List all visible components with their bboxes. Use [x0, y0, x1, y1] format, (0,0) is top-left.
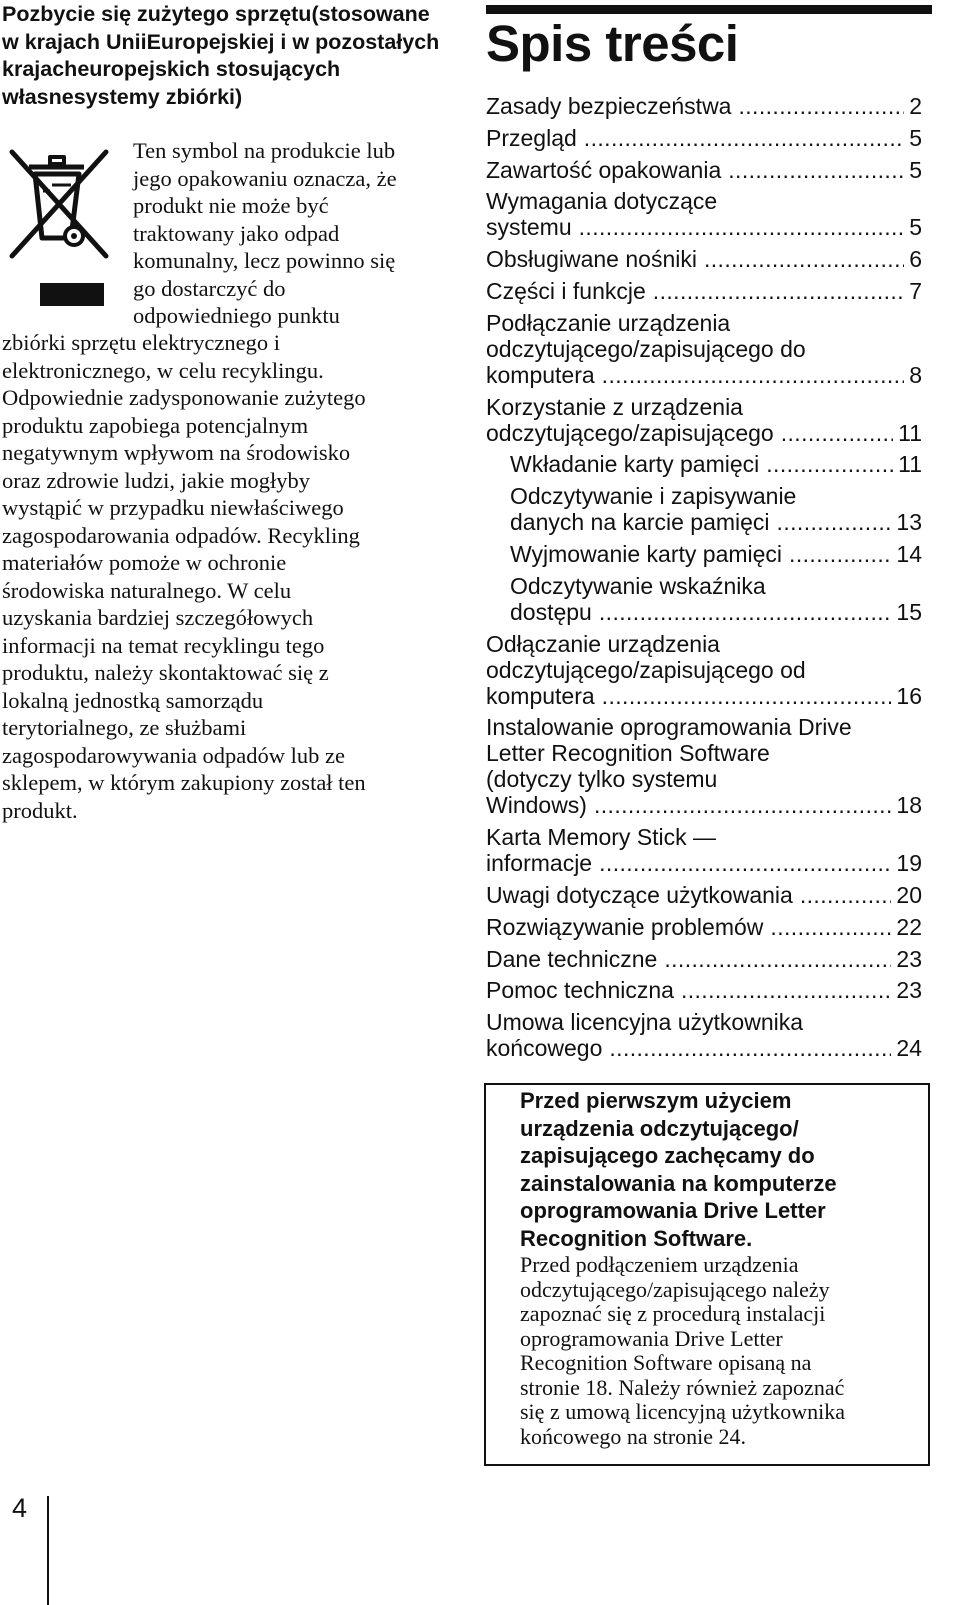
notice-body-line: oprogramowania Drive Letter: [520, 1325, 783, 1351]
disposal-body-line: zagospodarowania odpadów. Recykling: [2, 522, 360, 548]
notice-heading-line: oprogramowania Drive Letter: [520, 1198, 826, 1223]
toc-dot-leader: [579, 214, 905, 240]
notice-heading-line: zapisującego zachęcamy do: [520, 1143, 815, 1168]
symbol-text-line: odpowiedniego punktu: [133, 303, 340, 328]
toc-entry-final-line: [486, 850, 922, 876]
toc-entry[interactable]: [486, 246, 922, 272]
toc-entry[interactable]: [486, 451, 922, 477]
toc-entry[interactable]: [486, 278, 922, 304]
toc-dot-leader: [594, 792, 891, 818]
toc-page-number: 8: [909, 361, 922, 388]
toc-dot-leader: [609, 1035, 891, 1061]
toc-page-number: 5: [909, 156, 922, 183]
toc-page-number: 11: [898, 451, 922, 478]
toc-entry-title: danych na karcie pamięci: [510, 509, 770, 536]
notice-heading-line: zainstalowania na komputerze: [520, 1170, 837, 1196]
disposal-body-line: produkt.: [2, 797, 78, 823]
toc-entry-final-line: [510, 541, 922, 567]
toc-entry[interactable]: [486, 483, 922, 535]
toc-dot-leader: [602, 683, 892, 709]
symbol-text-line: go dostarczyć do: [133, 275, 286, 301]
toc-dot-leader: [653, 278, 904, 304]
disposal-body-line: oraz zdrowie ludzi, jakie mogłyby: [2, 467, 311, 493]
toc-entry-title: informacje: [486, 850, 593, 877]
toc-page-number: 11: [898, 419, 922, 446]
toc-dot-leader: [602, 362, 905, 388]
toc-page-number: 2: [909, 93, 922, 119]
toc-page-number: 7: [909, 277, 922, 304]
toc-entry[interactable]: [486, 1009, 922, 1061]
toc-entry-text-line: Odczytywanie wskaźnika: [510, 572, 766, 599]
toc-page-number: 14: [896, 540, 922, 567]
toc-entry-text-line: Karta Memory Stick —: [486, 824, 717, 851]
disposal-body-line: zagospodarowywania odpadów lub ze: [2, 742, 346, 768]
symbol-text-line: Ten symbol na produkcie lub: [133, 138, 396, 163]
symbol-text-line: jego opakowaniu oznacza, że: [133, 165, 397, 191]
toc-page-number: 18: [896, 792, 922, 819]
disposal-heading: [2, 1, 442, 111]
toc-page-number: 6: [909, 246, 922, 273]
toc-entry-final-line: [486, 362, 922, 388]
disposal-heading-line: Europejskiej i w pozostałych krajach: [2, 29, 440, 81]
toc-entry[interactable]: [486, 541, 922, 567]
toc-dot-leader: [800, 882, 892, 908]
disposal-body-line: wystąpić w przypadku niewłaściwego: [2, 495, 344, 520]
toc-entry[interactable]: [486, 188, 922, 240]
toc-entry-final-line: [486, 278, 922, 304]
notice-heading-line: Przed pierwszym użyciem: [520, 1088, 792, 1113]
toc-entry-text-line: Umowa licencyjna użytkownika: [486, 1009, 804, 1036]
page-number-rule: [47, 1496, 49, 1605]
toc-entry-final-line: [486, 683, 922, 709]
disposal-body-line: informacji na temat recyklingu tego: [2, 632, 325, 658]
symbol-description: [133, 137, 453, 330]
toc-entry-text-line: Odczytywanie i zapisywanie: [510, 483, 797, 510]
toc-dot-leader: [770, 914, 891, 940]
notice-body-line: zapoznać się z procedurą instalacji: [520, 1301, 826, 1326]
toc-entry-title: Wyjmowanie karty pamięci: [510, 540, 783, 567]
toc-entry[interactable]: [486, 394, 922, 446]
toc-entry-text-line: Podłączanie urządzenia: [486, 309, 731, 336]
toc-entry-title: Zasady bezpieczeństwa: [486, 93, 732, 119]
toc-entry-final-line: [486, 157, 922, 183]
toc-entry-text-line: Instalowanie oprogramowania Drive: [486, 714, 852, 741]
symbol-text-line: produkt nie może być: [133, 193, 329, 218]
disposal-body-line: elektronicznego, w celu recyklingu.: [2, 357, 324, 383]
toc-entry-text-line: odczytującego/zapisującego do: [486, 335, 806, 362]
toc-entry-text-line: odczytującego/zapisującego od: [486, 656, 806, 683]
toc-entry-title: odczytującego/zapisującego: [486, 419, 774, 446]
disposal-body-line: negatywnym wpływom na środowisko: [2, 440, 351, 465]
disposal-body-line: produktu, należy skontaktować się z: [2, 660, 329, 685]
toc-title: Spis treści: [486, 15, 739, 72]
notice-heading-line: urządzenia odczytującego/: [520, 1115, 799, 1141]
symbol-text-line: komunalny, lecz powinno się: [133, 248, 396, 273]
disposal-body-line: środowiska naturalnego. W celu: [2, 577, 292, 603]
toc-entry-text-line: Korzystanie z urządzenia: [486, 393, 743, 420]
toc-entry-final-line: [486, 125, 922, 151]
weee-solid-bar: [40, 283, 104, 306]
toc-entry-final-line: [486, 792, 922, 818]
toc-page-number: 5: [909, 214, 922, 241]
toc-page-number: 19: [896, 850, 922, 877]
toc-page-number: 20: [896, 881, 922, 908]
toc-dot-leader: [789, 541, 891, 567]
notice-body-line: Recognition Software opisaną na: [520, 1350, 812, 1375]
disposal-body-line: Odpowiednie zadysponowanie zużytego: [2, 385, 366, 410]
toc-dot-leader: [681, 977, 891, 1003]
toc-entry[interactable]: [486, 946, 922, 972]
toc-entry-final-line: [510, 599, 922, 625]
toc-entry-final-line: [510, 451, 922, 477]
toc-entry-final-line: [486, 420, 922, 446]
disposal-heading-line: (stosowane w krajach Unii: [2, 2, 430, 54]
toc-entry[interactable]: [486, 573, 922, 625]
toc-dot-leader: [766, 451, 893, 477]
toc-dot-leader: [599, 850, 891, 876]
disposal-body-line: lokalną jednostką samorządu: [2, 687, 264, 713]
toc-entry-final-line: [486, 93, 922, 119]
disposal-body-line: materiałów pomoże w ochronie: [2, 550, 287, 575]
toc-entry-final-line: [486, 946, 922, 972]
toc-entry[interactable]: [486, 93, 922, 119]
notice-body-text: [520, 1253, 920, 1449]
disposal-heading-line: Pozbycie się zużytego sprzętu: [2, 2, 312, 26]
toc-entry[interactable]: [486, 824, 922, 876]
notice-heading: [520, 1087, 920, 1252]
toc-entry-title: Rozwiązywanie problemów: [486, 913, 764, 940]
toc-entry[interactable]: [486, 914, 922, 940]
toc-page-number: 22: [896, 913, 922, 940]
toc-entry-title: komputera: [486, 361, 595, 388]
toc-entry-text-line: Letter Recognition Software: [486, 740, 770, 767]
toc-entry-text-line: Odłączanie urządzenia: [486, 630, 720, 657]
notice-body-line: stronie 18. Należy również zapoznać: [520, 1374, 845, 1400]
toc-entry-title: Wkładanie karty pamięci: [510, 451, 760, 478]
toc-entry-final-line: [486, 882, 922, 908]
toc-entry-title: systemu: [486, 214, 572, 241]
toc-entry[interactable]: [486, 977, 922, 1003]
toc-entry-final-line: [486, 214, 922, 240]
toc-page-number: 23: [896, 977, 922, 1004]
toc-entry-title: Dane techniczne: [486, 945, 658, 972]
toc-entry-title: Zawartość opakowania: [486, 156, 722, 183]
toc-entry-text-line: (dotyczy tylko systemu: [486, 766, 718, 793]
disposal-body-line: sklepem, w którym zakupiony został ten: [2, 770, 366, 795]
disposal-body-text: [2, 329, 452, 824]
toc-entry-title: Przegląd: [486, 124, 577, 151]
notice-body-line: się z umową licencyjną użytkownika: [520, 1399, 846, 1424]
toc-dot-leader: [777, 509, 892, 535]
toc-list: [486, 93, 922, 1067]
toc-page-number: 24: [896, 1035, 922, 1062]
crossed-out-wheeled-bin-icon: [4, 146, 114, 262]
toc-dot-leader: [738, 93, 904, 119]
toc-dot-leader: [584, 125, 904, 151]
disposal-body-line: produktu zapobiega potencjalnym: [2, 412, 309, 438]
notice-body-line: końcowego na stronie 24.: [520, 1423, 747, 1449]
toc-entry[interactable]: [486, 157, 922, 183]
toc-page-number: 13: [896, 509, 922, 536]
toc-entry-title: komputera: [486, 682, 595, 709]
toc-entry-final-line: [486, 246, 922, 272]
toc-entry-title: Części i funkcje: [486, 277, 646, 304]
notice-body-line: odczytującego/zapisującego należy: [520, 1276, 830, 1302]
toc-dot-leader: [704, 246, 904, 272]
toc-entry-title: Pomoc techniczna: [486, 977, 674, 1004]
toc-entry-text-line: Wymagania dotyczące: [486, 188, 718, 215]
toc-dot-leader: [781, 420, 893, 446]
toc-entry[interactable]: [486, 631, 922, 709]
notice-body-line: Przed podłączeniem urządzenia: [520, 1252, 799, 1277]
notice-box: [484, 1083, 930, 1466]
disposal-body-line: zbiórki sprzętu elektrycznego i: [2, 330, 281, 355]
disposal-body-line: terytorialnego, ze służbami: [2, 715, 247, 740]
toc-page-number: 16: [896, 682, 922, 709]
disposal-heading-line: europejskich stosujących własne: [2, 57, 341, 109]
toc-page-number: 5: [909, 124, 922, 151]
page-number: 4: [12, 1493, 28, 1523]
toc-entry-final-line: [486, 977, 922, 1003]
toc-entry-final-line: [510, 509, 922, 535]
notice-heading-line: Recognition Software.: [520, 1225, 753, 1251]
disposal-body-line: uzyskania bardziej szczegółowych: [2, 605, 314, 630]
toc-dot-leader: [599, 599, 892, 625]
toc-entry[interactable]: [486, 310, 922, 388]
toc-dot-leader: [728, 157, 904, 183]
toc-entry-title: Uwagi dotyczące użytkowania: [486, 881, 793, 908]
toc-entry[interactable]: [486, 882, 922, 908]
toc-entry[interactable]: [486, 125, 922, 151]
symbol-text-line: traktowany jako odpad: [133, 220, 340, 246]
toc-entry-title: Windows): [486, 792, 587, 819]
toc-page-number: 15: [896, 598, 922, 625]
toc-entry-final-line: [486, 914, 922, 940]
disposal-heading-line: systemy zbiórki): [73, 84, 243, 109]
toc-entry-title: końcowego: [486, 1035, 603, 1062]
toc-dot-leader: [664, 946, 891, 972]
toc-entry-final-line: [486, 1035, 922, 1061]
toc-page-number: 23: [896, 945, 922, 972]
toc-entry-title: Obsługiwane nośniki: [486, 246, 697, 273]
toc-entry[interactable]: [486, 714, 922, 818]
toc-entry-title: dostępu: [510, 598, 592, 625]
